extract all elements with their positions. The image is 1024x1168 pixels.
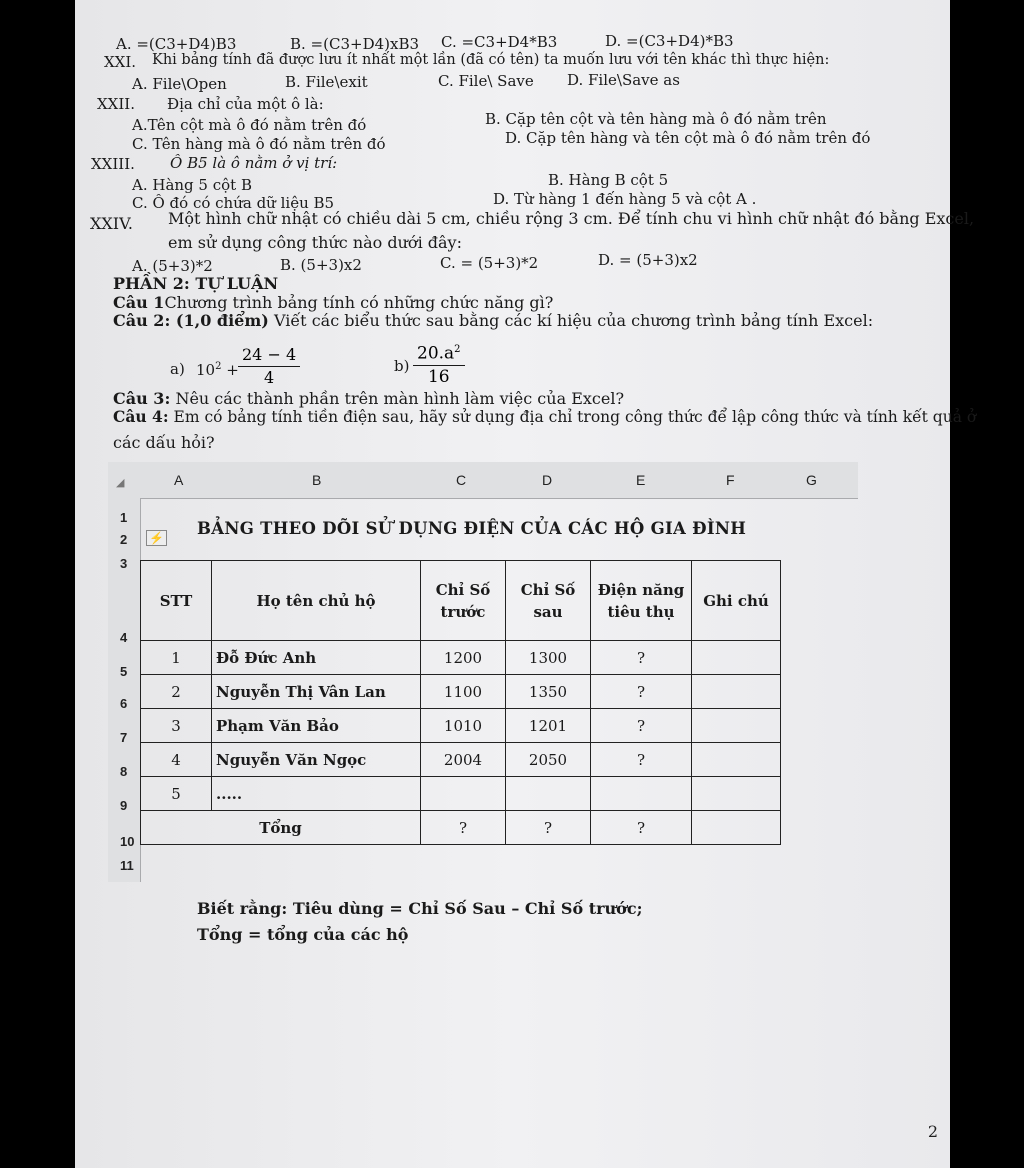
row-header-11: 11: [120, 858, 134, 873]
total-after: ?: [506, 811, 591, 845]
expression-b-denominator: 16: [427, 366, 450, 387]
expression-b-exponent: 2: [454, 344, 461, 355]
cell-usage: [591, 777, 692, 811]
q24-number: XXIV.: [90, 214, 133, 233]
row-header-6: 6: [120, 696, 128, 711]
question-1-label: Câu 1: [113, 293, 165, 312]
table-row: [141, 743, 781, 777]
header-after: [506, 561, 591, 641]
expression-b-numerator: [413, 339, 465, 366]
q21-option-b: B. File\exit: [285, 73, 368, 91]
row-header-1: 1: [120, 510, 128, 525]
cell-stt: 3: [141, 709, 212, 743]
column-header-c: C: [456, 472, 467, 488]
q24-option-d: D. = (5+3)x2: [598, 251, 698, 269]
header-stt: STT: [141, 561, 212, 641]
cell-prev: 1010: [421, 709, 506, 743]
q21-option-d: D. File\Save as: [567, 71, 680, 89]
q23-option-d: D. Từ hàng 1 đến hàng 5 và cột A .: [493, 190, 757, 208]
cell-stt: 1: [141, 641, 212, 675]
row-header-9: 9: [120, 798, 128, 813]
cell-name: .....: [212, 777, 421, 811]
row-header-10: 10: [120, 834, 135, 849]
header-note: Ghi chú: [692, 561, 781, 641]
q21-option-c: C. File\ Save: [438, 72, 534, 90]
cell-after: 1300: [506, 641, 591, 675]
table-total-row: [141, 811, 781, 845]
total-usage: ?: [591, 811, 692, 845]
cell-prev: 1100: [421, 675, 506, 709]
row-header-8: 8: [120, 764, 128, 779]
cell-after: [506, 777, 591, 811]
question-2-text: Viết các biểu thức sau bằng các kí hiệu của chương trình bảng tính Excel:: [273, 311, 874, 330]
cell-note: [692, 743, 781, 777]
cell-usage: ?: [591, 675, 692, 709]
expression-a-power: [196, 358, 239, 379]
column-header-d: D: [542, 472, 553, 488]
column-header-bar: [108, 462, 858, 499]
q22-option-b: B. Cặp tên cột và tên hàng mà ô đó nằm trên: [485, 110, 827, 128]
select-all-corner: ◢: [116, 477, 125, 489]
question-3: [113, 390, 624, 408]
question-4-text: Em có bảng tính tiền điện sau, hãy sử dụng địa chỉ trong công thức để lập công thức và tính kết quả ở: [173, 408, 977, 426]
expression-a-base: 10: [196, 361, 216, 379]
cell-stt: 2: [141, 675, 212, 709]
question-2-label: Câu 2: (1,0 điểm): [113, 311, 269, 330]
column-header-g: G: [806, 472, 817, 488]
expression-a-label: a): [170, 360, 185, 378]
q22-number: XXII.: [97, 95, 135, 113]
table-header-row: [141, 561, 781, 641]
cell-note: [692, 709, 781, 743]
column-header-f: F: [726, 472, 735, 488]
q24-text-line2: em sử dụng công thức nào dưới đây:: [168, 233, 462, 252]
header-prev: [421, 561, 506, 641]
expression-a-denominator: 4: [263, 368, 275, 387]
q22-option-a: A.Tên cột mà ô đó nằm trên đó: [132, 116, 367, 134]
q24-option-b: B. (5+3)x2: [280, 256, 362, 274]
total-note: [692, 811, 781, 845]
q22-option-c: C. Tên hàng mà ô đó nằm trên đó: [132, 135, 386, 153]
cell-name: Nguyễn Văn Ngọc: [212, 743, 421, 777]
question-1: [113, 294, 553, 312]
q24-option-c: C. = (5+3)*2: [440, 254, 539, 272]
table-row: [141, 675, 781, 709]
cell-after: 1350: [506, 675, 591, 709]
cell-stt: 4: [141, 743, 212, 777]
row-header-4: 4: [120, 630, 128, 645]
header-prev-line1: Chỉ Số: [435, 580, 491, 599]
question-1-text: Chương trình bảng tính có những chức năng gì?: [164, 293, 554, 312]
q23-option-a: A. Hàng 5 cột B: [132, 176, 252, 194]
table-row: [141, 709, 781, 743]
cell-note: [692, 777, 781, 811]
expression-a-fraction: [238, 344, 300, 389]
header-usage-line1: Điện năng: [597, 580, 685, 599]
q21-text: Khi bảng tính đã được lưu ít nhất một lần (đã có tên) ta muốn lưu với tên khác thì thực hiện:: [152, 52, 830, 68]
q20-option-a: A. =(C3+D4)B3: [116, 35, 237, 53]
header-after-line2: sau: [533, 602, 563, 621]
cell-prev: 1200: [421, 641, 506, 675]
question-4-text-line2: các dấu hỏi?: [113, 433, 215, 452]
cell-name: Đỗ Đức Anh: [212, 641, 421, 675]
column-header-b: B: [312, 472, 322, 488]
expression-a-exponent: 2: [215, 361, 222, 372]
row-header-bar: [108, 498, 141, 882]
cell-usage: ?: [591, 743, 692, 777]
header-usage: [591, 561, 692, 641]
total-prev: ?: [421, 811, 506, 845]
q22-option-d: D. Cặp tên hàng và tên cột mà ô đó nằm trên đó: [505, 129, 871, 147]
table-row: [141, 641, 781, 675]
q23-number: XXIII.: [91, 155, 135, 173]
cell-prev: [421, 777, 506, 811]
q20-option-c: C. =C3+D4*B3: [441, 33, 558, 51]
table-row: [141, 777, 781, 811]
q23-text: Ô B5 là ô nằm ở vị trí:: [170, 154, 338, 172]
page-number: 2: [927, 1122, 938, 1141]
cell-after: 1201: [506, 709, 591, 743]
electricity-table: [140, 560, 781, 845]
question-3-text: Nêu các thành phần trên màn hình làm việc của Excel?: [175, 389, 625, 408]
q21-option-a: A. File\Open: [132, 75, 227, 93]
cell-name: Phạm Văn Bảo: [212, 709, 421, 743]
q24-text-line1: Một hình chữ nhật có chiều dài 5 cm, chiều rộng 3 cm. Để tính chu vi hình chữ nhật đó bằng Excel,: [168, 209, 975, 228]
q20-option-b: B. =(C3+D4)xB3: [290, 35, 420, 53]
column-header-e: E: [636, 472, 646, 488]
row-header-5: 5: [120, 664, 128, 679]
smart-tag-icon: ⚡: [146, 530, 167, 546]
cell-usage: ?: [591, 641, 692, 675]
row-header-7: 7: [120, 730, 128, 745]
sheet-title: BẢNG THEO DÕI SỬ DỤNG ĐIỆN CỦA CÁC HỘ GIA ĐÌNH: [197, 519, 747, 538]
question-2: [113, 312, 873, 330]
header-usage-line2: tiêu thụ: [607, 602, 675, 621]
row-header-3: 3: [120, 556, 128, 571]
column-header-a: A: [174, 472, 184, 488]
cell-prev: 2004: [421, 743, 506, 777]
cell-note: [692, 675, 781, 709]
q23-option-b: B. Hàng B cột 5: [548, 171, 669, 189]
note-line-1: Biết rằng: Tiêu dùng = Chỉ Số Sau – Chỉ Số trước;: [197, 899, 643, 918]
expression-a-numerator: 24 − 4: [238, 344, 300, 367]
q21-number: XXI.: [104, 53, 137, 71]
cell-after: 2050: [506, 743, 591, 777]
q24-option-a: A. (5+3)*2: [132, 257, 213, 275]
question-3-label: Câu 3:: [113, 389, 171, 408]
note-line-2: Tổng = tổng của các hộ: [197, 925, 409, 944]
header-after-line1: Chỉ Số: [520, 580, 576, 599]
header-prev-line2: trước: [440, 602, 486, 621]
part2-title: PHẦN 2: TỰ LUẬN: [113, 274, 279, 293]
expression-b-label: b): [394, 357, 410, 375]
cell-name: Nguyễn Thị Vân Lan: [212, 675, 421, 709]
cell-note: [692, 641, 781, 675]
expression-a-plus: +: [226, 361, 239, 379]
total-label: Tổng: [141, 811, 421, 845]
cell-stt: 5: [141, 777, 212, 811]
q22-text: Địa chỉ của một ô là:: [167, 95, 324, 113]
header-name: Họ tên chủ hộ: [212, 561, 421, 641]
cell-usage: ?: [591, 709, 692, 743]
q23-option-c: C. Ô đó có chứa dữ liệu B5: [132, 194, 335, 212]
row-header-2: 2: [120, 532, 128, 547]
expression-b-num-text: 20.a: [417, 343, 455, 364]
question-4-label: Câu 4:: [113, 407, 169, 426]
expression-b-fraction: [413, 339, 465, 388]
question-4: [113, 408, 976, 426]
q20-option-d: D. =(C3+D4)*B3: [605, 32, 734, 50]
